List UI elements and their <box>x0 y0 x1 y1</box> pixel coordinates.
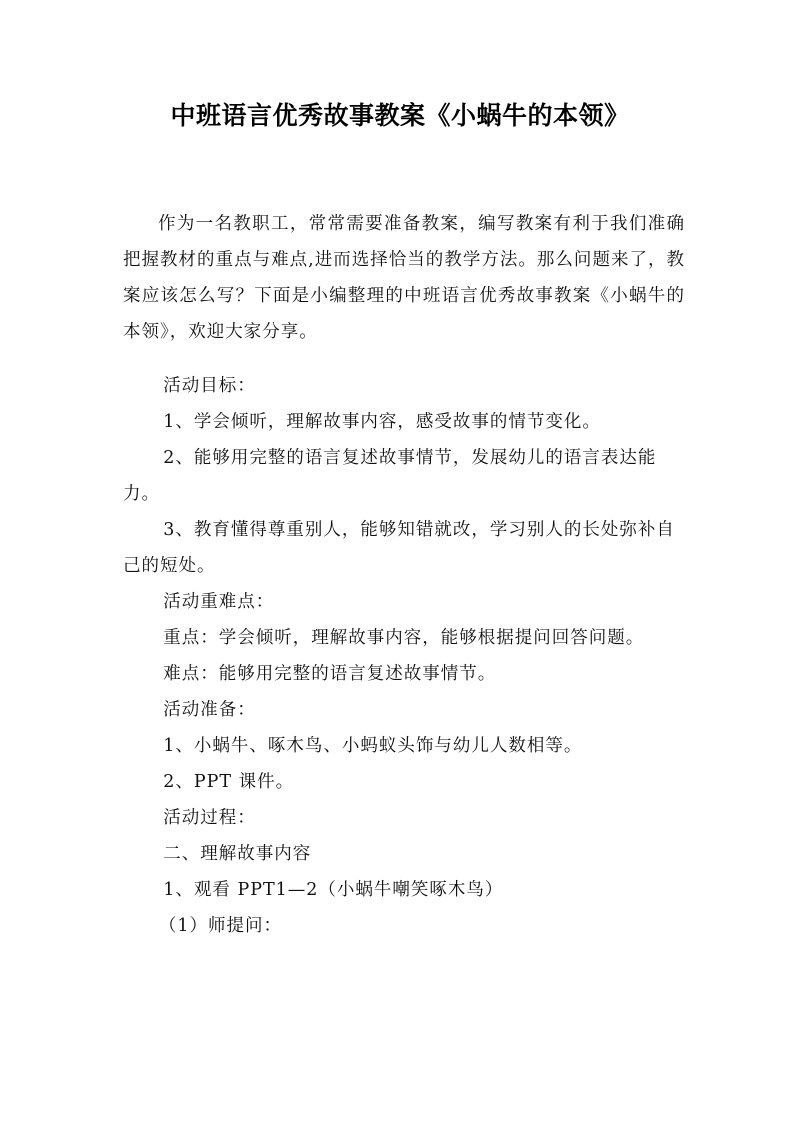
intro-paragraph: 作为一名教职工，常常需要准备教案，编写教案有利于我们准确把握教材的重点与难点,进而选择恰当的教学方法。那么问题来了，教案应该怎么写？下面是小编整理的中班语言优秀故事教案《小蜗牛的本领》，欢迎大家分享。 <box>123 213 685 342</box>
document-body <box>123 368 685 944</box>
preparation-item-2: 2、PPT 课件。 <box>163 772 295 792</box>
goal-item-3: 3、教育懂得尊重别人，能够知错就改，学习别人的长处弥补自己的短处。 <box>123 520 675 576</box>
section-heading-goals: 活动目标： <box>163 376 256 396</box>
process-substep-1: 1、观看 PPT1—2（小蜗牛嘲笑啄木鸟） <box>163 880 504 900</box>
section-heading-preparation: 活动准备： <box>163 700 256 720</box>
difficult-point: 难点：能够用完整的语言复述故事情节。 <box>163 664 497 684</box>
section-heading-process: 活动过程： <box>163 808 256 828</box>
process-step-heading: 二、理解故事内容 <box>163 844 312 864</box>
section-heading-key-points: 活动重难点： <box>163 592 275 612</box>
teacher-question: （1）师提问： <box>158 916 283 936</box>
goal-item-2: 2、能够用完整的语言复述故事情节，发展幼儿的语言表达能力。 <box>123 448 657 504</box>
document-title: 中班语言优秀故事教案《小蜗牛的本领》 <box>170 101 630 130</box>
preparation-item-1: 1、小蜗牛、啄木鸟、小蚂蚁头饰与幼儿人数相等。 <box>163 736 583 756</box>
goal-item-1: 1、学会倾听，理解故事内容，感受故事的情节变化。 <box>163 412 601 432</box>
key-point: 重点：学会倾听，理解故事内容，能够根据提问回答问题。 <box>163 628 645 648</box>
